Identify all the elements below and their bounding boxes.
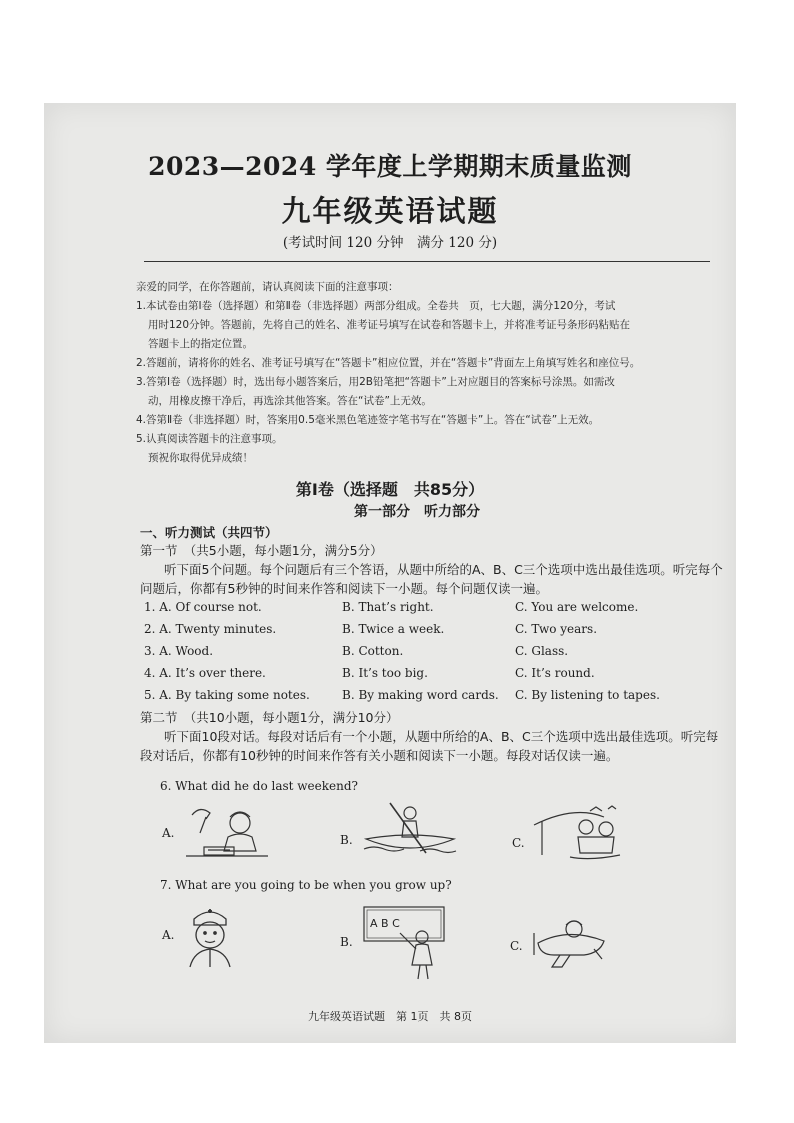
notice-line: 4.答第Ⅱ卷（非选择题）时，答案用0.5毫米黑色笔迹签字笔书写在“答题卡”上。答在“试卷”上无效。 xyxy=(136,414,600,426)
notice-line: 2.答题前，请将你的姓名、准考证号填写在“答题卡”相应位置，并在“答题卡”背面左上角填写姓名和座位号。 xyxy=(136,357,641,369)
q4-option-b: B. It’s too big. xyxy=(342,666,428,680)
subsection2-instructions: 听下面10段对话。每段对话后有一个小题，从题中所给的A、B、C三个选项中选出最佳选项。听完每段对话后，你都有10秒钟的时间来作答有关小题和阅读下一小题。每段对话仅读一遍。 xyxy=(140,729,719,763)
notice-line: 1.本试卷由第Ⅰ卷（选择题）和第Ⅱ卷（非选择题）两部分组成。全卷共 页，七大题，满分120分，考试 xyxy=(136,300,616,312)
q3-option-a: 3. A. Wood. xyxy=(144,644,214,658)
notice-line: 用时120分钟。答题前，先将自己的姓名、准考证号填写在试卷和答题卡上，并将准考证号条形码粘贴在 xyxy=(148,319,631,331)
notice-intro: 亲爱的同学，在你答题前，请认真阅读下面的注意事项： xyxy=(136,281,399,293)
q1-option-a: 1. A. Of course not. xyxy=(144,600,262,614)
q3-option-b: B. Cotton. xyxy=(342,644,404,658)
q6-label-c: C. xyxy=(512,836,525,850)
header-rule xyxy=(144,261,710,262)
q1-option-b: B. That’s right. xyxy=(342,600,434,614)
q4-option-c: C. It’s round. xyxy=(515,666,595,680)
exam-title-subject: 九年级英语试题 xyxy=(281,194,499,228)
exam-subtitle: (考试时间 120 分钟 满分 120 分) xyxy=(282,235,498,251)
q6-text: 6. What did he do last weekend? xyxy=(160,779,358,793)
volume-title: 第Ⅰ卷（选择题 共85分） xyxy=(295,480,485,499)
rowing-boat-picture xyxy=(360,799,460,859)
board-letters: A B C xyxy=(370,917,400,930)
q7-label-b: B. xyxy=(340,935,353,949)
q4-option-a: 4. A. It’s over there. xyxy=(144,666,266,680)
reading-boy-picture xyxy=(182,803,272,863)
notice-line: 3.答第Ⅰ卷（选择题）时，选出每小题答案后，用2B铅笔把“答题卡”上对应题目的答案标号涂黑。如需改 xyxy=(136,376,615,388)
q1-option-c: C. You are welcome. xyxy=(515,600,639,614)
notice-line: 5.认真阅读答题卡的注意事项。 xyxy=(136,433,283,445)
q2-option-b: B. Twice a week. xyxy=(342,622,445,636)
subsection1-instructions: 听下面5个问题。每个问题后有三个答语，从题中所给的A、B、C三个选项中选出最佳选项。听完每个问题后，你都有5秒钟的时间来作答和阅读下一小题。每个问题仅读一遍。 xyxy=(140,562,723,596)
doctor-picture xyxy=(182,903,238,969)
notice-line: 答题卡上的指定位置。 xyxy=(148,338,253,350)
q6-label-a: A. xyxy=(162,826,175,840)
notice-line: 动，用橡皮擦干净后，再选涂其他答案。答在“试卷”上无效。 xyxy=(148,395,432,407)
q2-option-a: 2. A. Twenty minutes. xyxy=(144,622,277,636)
q7-label-c: C. xyxy=(510,939,523,953)
pilot-plane-picture xyxy=(530,909,610,971)
exam-page xyxy=(44,103,736,1043)
subsection2-heading: 第二节 （共10小题，每小题1分，满分10分） xyxy=(140,710,399,725)
q2-option-c: C. Two years. xyxy=(515,622,598,636)
section-heading: 一、听力测试（共四节） xyxy=(140,525,278,540)
page-footer: 九年级英语试题 第 1页 共 8页 xyxy=(308,1010,472,1023)
q5-option-c: C. By listening to tapes. xyxy=(515,688,660,702)
exam-title-year: 2023—2024 学年度上学期期末质量监测 xyxy=(148,152,632,181)
fishing-picture xyxy=(530,803,630,865)
part-title: 第一部分 听力部分 xyxy=(354,504,480,520)
teacher-picture xyxy=(360,903,452,981)
q6-label-b: B. xyxy=(340,833,353,847)
notice-block xyxy=(136,278,640,468)
q3-option-c: C. Glass. xyxy=(515,644,569,658)
q5-option-a: 5. A. By taking some notes. xyxy=(144,688,310,702)
subsection1-heading: 第一节 （共5小题，每小题1分，满分5分） xyxy=(140,543,383,558)
q7-text: 7. What are you going to be when you grow up? xyxy=(160,878,452,892)
q5-option-b: B. By making word cards. xyxy=(342,688,499,702)
notice-wish: 预祝你取得优异成绩！ xyxy=(148,452,253,464)
q7-label-a: A. xyxy=(162,928,175,942)
